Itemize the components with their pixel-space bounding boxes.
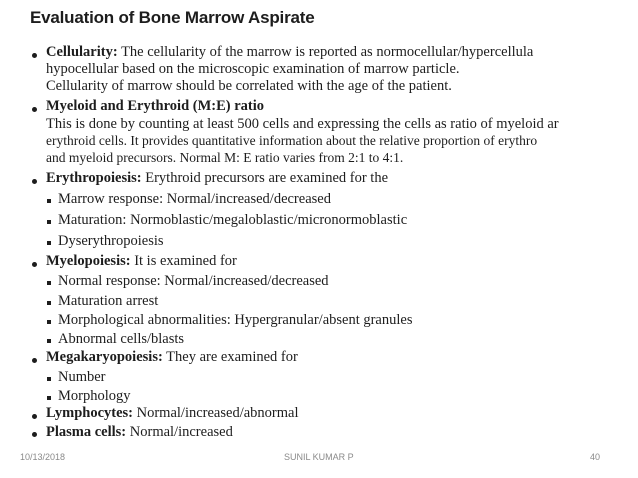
bullet-icon — [32, 262, 37, 267]
square-bullet-icon — [47, 241, 51, 245]
cellularity-line-2: hypocellular based on the microscopic examination of marrow particle. — [46, 61, 460, 77]
me-ratio-line-3: and myeloid precursors. Normal M: E ratio varies from 2:1 to 4:1. — [46, 150, 404, 165]
footer-date: 10/13/2018 — [20, 452, 66, 462]
footer-author: SUNIL KUMAR P — [284, 452, 354, 462]
myelopoiesis-item: Normal response: Normal/increased/decreased — [58, 273, 329, 289]
footer-page-number: 40 — [590, 452, 601, 462]
megakaryopoiesis-item: Number — [58, 369, 106, 385]
erythropoiesis-text: Erythroid precursors are examined for the — [145, 170, 389, 186]
me-ratio-line-1: This is done by counting at least 500 cells and expressing the cells as ratio of myeloid ar — [46, 116, 559, 132]
erythropoiesis-item: Dyserythropoiesis — [58, 233, 164, 249]
bullet-icon — [32, 53, 37, 58]
square-bullet-icon — [47, 339, 51, 343]
scanned-page — [20, 6, 638, 446]
megakaryopoiesis-term: Megakaryopoiesis: — [46, 349, 163, 365]
square-bullet-icon — [47, 377, 51, 381]
square-bullet-icon — [47, 281, 51, 285]
bullet-icon — [32, 107, 37, 112]
bullet-icon — [32, 358, 37, 363]
myelopoiesis-text: It is examined for — [134, 253, 237, 269]
myelopoiesis-line — [46, 253, 237, 269]
plasma-line — [46, 424, 233, 440]
myelopoiesis-term: Myelopoiesis: — [46, 253, 131, 269]
myelopoiesis-item: Abnormal cells/blasts — [58, 331, 185, 347]
lymphocytes-term: Lymphocytes: — [46, 405, 133, 421]
square-bullet-icon — [47, 396, 51, 400]
lymphocytes-line — [46, 405, 298, 421]
cellularity-line-3: Cellularity of marrow should be correlated with the age of the patient. — [46, 78, 452, 94]
erythropoiesis-item: Maturation: Normoblastic/megaloblastic/micronormoblastic — [58, 212, 408, 228]
bullet-icon — [32, 432, 37, 437]
megakaryopoiesis-line — [46, 349, 298, 365]
myelopoiesis-item: Morphological abnormalities: Hypergranular/absent granules — [58, 312, 413, 328]
cellularity-line-1 — [46, 44, 533, 60]
me-ratio-heading: Myeloid and Erythroid (M:E) ratio — [46, 98, 265, 114]
square-bullet-icon — [47, 320, 51, 324]
square-bullet-icon — [47, 220, 51, 224]
erythropoiesis-term: Erythropoiesis: — [46, 170, 142, 186]
square-bullet-icon — [47, 199, 51, 203]
plasma-text: Normal/increased — [129, 424, 233, 440]
square-bullet-icon — [47, 301, 51, 305]
cellularity-text: The cellularity of the marrow is reported as normocellular/hypercellula — [121, 44, 534, 60]
megakaryopoiesis-item: Morphology — [58, 388, 131, 404]
plasma-term: Plasma cells: — [46, 424, 127, 440]
cellularity-term: Cellularity: — [46, 44, 118, 60]
bullet-icon — [32, 179, 37, 184]
erythropoiesis-line — [46, 170, 388, 186]
erythropoiesis-item: Marrow response: Normal/increased/decreased — [58, 191, 331, 207]
megakaryopoiesis-text: They are examined for — [166, 349, 298, 365]
myelopoiesis-item: Maturation arrest — [58, 293, 159, 309]
page-title: Evaluation of Bone Marrow Aspirate — [30, 8, 315, 27]
bullet-icon — [32, 414, 37, 419]
me-ratio-line-2: erythroid cells. It provides quantitative information about the relative proportion of erythro — [46, 133, 538, 148]
lymphocytes-text: Normal/increased/abnormal — [136, 405, 299, 421]
